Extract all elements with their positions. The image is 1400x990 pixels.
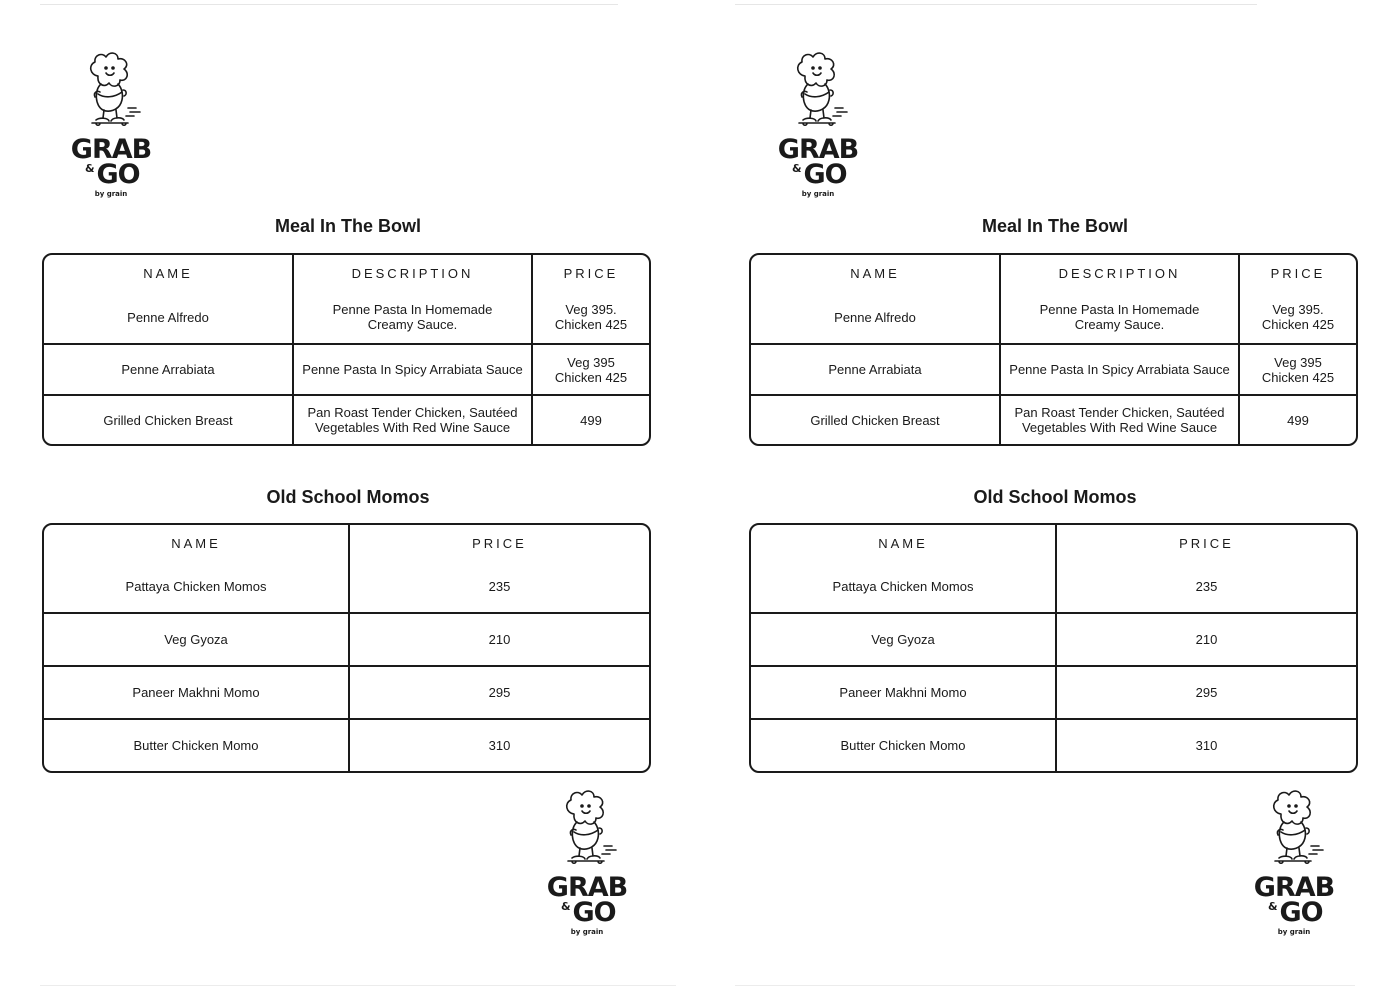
item-description: Penne Pasta In Spicy Arrabiata Sauce — [294, 345, 533, 396]
item-name: Penne Alfredo — [751, 291, 1001, 345]
brand-tagline: by grain — [94, 190, 128, 198]
header-price: PRICE — [1179, 535, 1234, 551]
brand-ampersand: & — [1268, 900, 1278, 913]
brand-line1: GRAB — [546, 872, 628, 903]
menu-page-left — [38, 0, 658, 990]
item-price: Veg 395. Chicken 425 — [1240, 291, 1356, 345]
menu-page-right — [745, 0, 1365, 990]
table-row — [44, 614, 649, 667]
bowl-menu-table — [42, 253, 651, 446]
table-row — [751, 720, 1356, 771]
item-name: Penne Arrabiata — [44, 345, 294, 396]
flower-mascot-icon — [554, 788, 620, 872]
item-name: Penne Alfredo — [44, 291, 294, 345]
table-row — [44, 720, 649, 771]
item-name: Pattaya Chicken Momos — [751, 561, 1057, 614]
flower-mascot-icon — [785, 50, 851, 134]
item-name: Penne Arrabiata — [751, 345, 1001, 396]
header-price: PRICE — [1270, 265, 1326, 281]
table-row — [44, 667, 649, 720]
item-price: 210 — [350, 614, 649, 667]
item-price: Veg 395 Chicken 425 — [1240, 345, 1356, 396]
table-row — [44, 561, 649, 614]
grab-and-go-logo — [532, 788, 642, 938]
brand-ampersand: & — [561, 900, 571, 913]
brand-ampersand: & — [792, 162, 802, 175]
table-row — [751, 667, 1356, 720]
section-title-bowl: Meal In The Bowl — [274, 216, 421, 236]
brand-wordmark — [56, 136, 166, 198]
brand-tagline: by grain — [570, 928, 604, 936]
momos-menu-table — [42, 523, 651, 773]
header-price: PRICE — [472, 535, 527, 551]
item-description: Pan Roast Tender Chicken, Sautéed Vegetables With Red Wine Sauce — [1001, 396, 1240, 444]
brand-ampersand: & — [85, 162, 95, 175]
table-row — [751, 614, 1356, 667]
item-name: Grilled Chicken Breast — [44, 396, 294, 444]
section-title-bowl: Meal In The Bowl — [981, 216, 1128, 236]
item-price: 310 — [488, 738, 511, 753]
item-price: 499 — [580, 412, 602, 428]
item-name: Veg Gyoza — [751, 614, 1057, 667]
table-row — [751, 561, 1356, 614]
table-row — [44, 396, 649, 444]
item-price: 499 — [1287, 412, 1309, 428]
header-name: NAME — [751, 255, 1001, 291]
brand-line2: GO — [1279, 897, 1323, 928]
brand-wordmark — [1239, 874, 1349, 936]
grab-and-go-logo — [763, 50, 873, 200]
item-name: Paneer Makhni Momo — [751, 667, 1057, 720]
header-name: NAME — [44, 525, 350, 561]
item-description: Penne Pasta In Homemade Creamy Sauce. — [294, 291, 533, 345]
item-name: Veg Gyoza — [44, 614, 350, 667]
item-price: 210 — [1057, 614, 1356, 667]
section-title-momos: Old School Momos — [973, 487, 1137, 507]
item-description: Penne Pasta In Homemade Creamy Sauce. — [1001, 291, 1240, 345]
item-description: Penne Pasta In Spicy Arrabiata Sauce — [1001, 345, 1240, 396]
header-price: PRICE — [563, 265, 619, 281]
header-description: DESCRIPTION — [1001, 255, 1240, 291]
item-name: Butter Chicken Momo — [751, 720, 1057, 771]
brand-tagline: by grain — [1277, 928, 1311, 936]
brand-line2: GO — [572, 897, 616, 928]
item-name: Grilled Chicken Breast — [751, 396, 1001, 444]
header-name: NAME — [751, 525, 1057, 561]
item-price: Veg 395. Chicken 425 — [533, 291, 649, 345]
section-title-momos: Old School Momos — [266, 487, 430, 507]
item-price: 295 — [1057, 667, 1356, 720]
grab-and-go-logo — [1239, 788, 1349, 938]
table-row — [751, 291, 1356, 345]
brand-tagline: by grain — [801, 190, 835, 198]
item-price: Veg 395 Chicken 425 — [533, 345, 649, 396]
brand-line1: GRAB — [1253, 872, 1335, 903]
item-price: 295 — [350, 667, 649, 720]
table-row — [751, 396, 1356, 444]
table-row — [751, 345, 1356, 396]
item-price: 235 — [350, 561, 649, 614]
item-name: Butter Chicken Momo — [44, 720, 350, 771]
header-description: DESCRIPTION — [294, 255, 533, 291]
brand-line1: GRAB — [70, 134, 152, 165]
flower-mascot-icon — [78, 50, 144, 134]
item-price: 235 — [1057, 561, 1356, 614]
brand-line2: GO — [803, 159, 847, 190]
item-name: Paneer Makhni Momo — [44, 667, 350, 720]
grab-and-go-logo — [56, 50, 166, 200]
bowl-menu-table — [749, 253, 1358, 446]
header-name: NAME — [44, 255, 294, 291]
brand-wordmark — [763, 136, 873, 198]
table-row — [44, 345, 649, 396]
item-name: Pattaya Chicken Momos — [44, 561, 350, 614]
flower-mascot-icon — [1261, 788, 1327, 872]
brand-line2: GO — [96, 159, 140, 190]
momos-menu-table — [749, 523, 1358, 773]
brand-wordmark — [532, 874, 642, 936]
brand-line1: GRAB — [777, 134, 859, 165]
table-row — [44, 291, 649, 345]
item-price: 310 — [1195, 738, 1218, 753]
item-description: Pan Roast Tender Chicken, Sautéed Vegetables With Red Wine Sauce — [294, 396, 533, 444]
